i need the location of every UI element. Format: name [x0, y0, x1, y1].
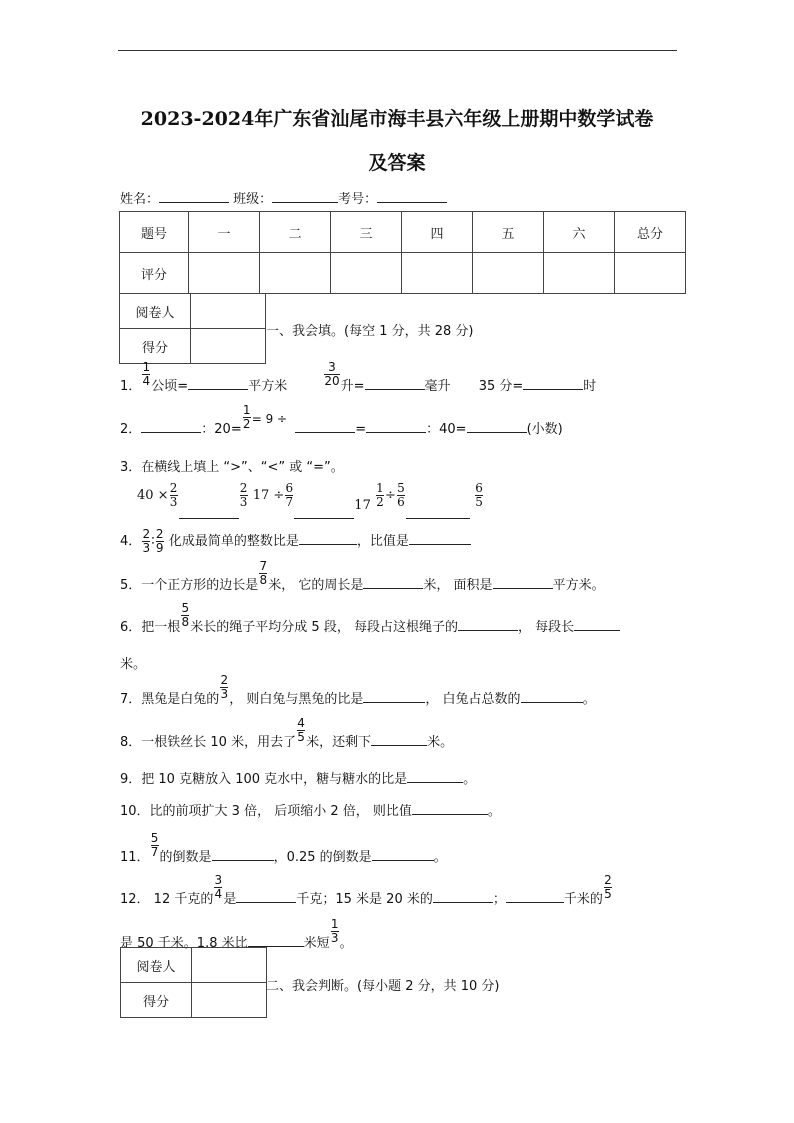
- score-label: 得分: [121, 983, 192, 1018]
- section-2-heading: 二、我会判断。(每小题 2 分，共 10 分): [266, 979, 500, 994]
- question-4: [120, 528, 471, 555]
- fraction: $\frac{1}{4}$: [142, 360, 151, 388]
- reviewer-label: 阅卷人: [121, 948, 192, 983]
- q-number: 1．: [120, 379, 142, 394]
- q-text: 时: [583, 379, 597, 394]
- q-text: ，0.25 的倒数是: [273, 850, 372, 865]
- answer-blank[interactable]: [363, 576, 423, 589]
- question-10: [120, 800, 501, 819]
- name-label: 姓名：: [120, 192, 160, 207]
- q-text: 。: [433, 850, 447, 865]
- q-text: 10．比的前项扩大 3 倍， 后项缩小 2 倍， 则比值: [120, 804, 412, 819]
- score-cell[interactable]: [402, 253, 473, 294]
- q-text: ，比值是: [356, 534, 409, 549]
- answer-blank[interactable]: [236, 890, 296, 903]
- fraction: $\frac{2}{3}$: [169, 481, 178, 509]
- reviewer-cell[interactable]: [191, 294, 266, 329]
- section-1-heading: 一、我会填。(每空 1 分，共 28 分): [266, 324, 474, 339]
- answer-blank[interactable]: [363, 690, 425, 703]
- header-cell: 题号: [120, 212, 189, 253]
- q-text: 米短: [303, 936, 330, 951]
- header-rule: [118, 50, 677, 51]
- fraction: $\frac{5}{7}$: [150, 831, 159, 859]
- answer-blank[interactable]: [295, 420, 355, 433]
- answer-blank[interactable]: [412, 802, 488, 815]
- fraction: $\frac{3}{4}$: [214, 873, 223, 901]
- q-text: 公顷=: [151, 379, 189, 394]
- q-text: ：20=: [201, 422, 242, 437]
- q-text: 升=: [340, 379, 365, 394]
- q-text: ， 则白兔与黑兔的比是: [229, 692, 364, 707]
- header-cell: 五: [473, 212, 544, 253]
- q-text: 米。: [427, 735, 454, 750]
- q-text: 12． 12 千克的: [120, 892, 214, 907]
- answer-blank[interactable]: [371, 733, 427, 746]
- fraction: $\frac{2}{9}$: [155, 527, 164, 555]
- question-2: [120, 403, 563, 443]
- answer-blank[interactable]: [406, 506, 470, 519]
- answer-blank[interactable]: [294, 506, 354, 519]
- question-12: [120, 873, 613, 913]
- ratio-sign: ∶: [151, 534, 155, 549]
- reviewer-cell[interactable]: [192, 948, 267, 983]
- q-text: 的倒数是: [159, 850, 212, 865]
- header-cell: 四: [402, 212, 473, 253]
- q-text: 9．把 10 克糖放入 100 克水中，糖与糖水的比是: [120, 772, 408, 787]
- fraction: $\frac{2}{3}$: [239, 481, 248, 509]
- score-entry-cell[interactable]: [192, 983, 267, 1018]
- question-5: [120, 559, 605, 599]
- q-text: 米长的绳子平均分成 5 段， 每段占这根绳子的: [190, 620, 458, 635]
- answer-blank[interactable]: [458, 618, 518, 631]
- grader-box-1: [119, 293, 266, 364]
- fraction: $\frac{5}{8}$: [181, 601, 190, 629]
- q-text: 千克；15 米是 20 米的: [296, 892, 433, 907]
- score-cell[interactable]: [189, 253, 260, 294]
- q-text: 5．一个正方形的边长是: [120, 578, 259, 593]
- page-title: 2023-2024年广东省汕尾市海丰县六年级上册期中数学试卷: [140, 108, 654, 130]
- score-table-header-row: [120, 212, 686, 253]
- q-text: ， 每段长: [517, 620, 575, 635]
- q-text: 。: [339, 936, 353, 951]
- answer-blank[interactable]: [493, 576, 553, 589]
- question-6-cont: 米。: [120, 657, 147, 672]
- question-3-items: [137, 482, 484, 519]
- question-11: [120, 831, 447, 871]
- class-field[interactable]: [272, 190, 338, 203]
- q-text: 40 ×: [137, 488, 169, 503]
- answer-blank[interactable]: [141, 420, 201, 433]
- exam-no-label: 考号：: [338, 192, 378, 207]
- class-label: 班级：: [233, 192, 273, 207]
- fraction: $\frac{1}{2}$: [376, 481, 384, 509]
- q-text: 化成最简单的整数比是: [168, 534, 299, 549]
- q-text: ；: [492, 892, 506, 907]
- answer-blank[interactable]: [467, 420, 527, 433]
- answer-blank[interactable]: [409, 532, 471, 545]
- score-cell[interactable]: [260, 253, 331, 294]
- score-table-score-row: [120, 253, 686, 294]
- student-info: [120, 188, 447, 207]
- question-8: [120, 716, 454, 756]
- answer-blank[interactable]: [248, 934, 304, 947]
- question-6: [120, 601, 620, 641]
- fraction: $\frac{2}{3}$: [220, 673, 229, 701]
- fraction: $\frac{2}{3}$: [142, 527, 151, 555]
- q-text: 7．黑兔是白兔的: [120, 692, 220, 707]
- question-9: [120, 768, 476, 787]
- score-cell[interactable]: [544, 253, 615, 294]
- score-entry-cell[interactable]: [191, 329, 266, 364]
- score-cell[interactable]: [473, 253, 544, 294]
- grader-box-2: [120, 947, 267, 1018]
- q-text: 千米的: [563, 892, 603, 907]
- q-text: 17 ÷: [252, 488, 285, 503]
- answer-blank[interactable]: [366, 420, 426, 433]
- score-cell[interactable]: [615, 253, 686, 294]
- score-cell[interactable]: [331, 253, 402, 294]
- q-text: 。: [487, 804, 501, 819]
- q-number: 2．: [120, 422, 142, 437]
- score-label: 得分: [120, 329, 191, 364]
- q-text: ：40=: [426, 422, 467, 437]
- page-title-line2: 及答案: [368, 152, 426, 174]
- answer-blank[interactable]: [212, 848, 274, 861]
- q-text: 米， 它的周长是: [268, 578, 364, 593]
- q-text: 11．: [120, 850, 150, 865]
- q-text: 平方米: [248, 379, 288, 394]
- q-text: 米， 面积是: [423, 578, 493, 593]
- q-text: 毫升: [424, 379, 451, 394]
- fraction: $\frac{2}{5}$: [604, 873, 612, 901]
- score-table: [119, 211, 686, 294]
- answer-blank[interactable]: [299, 532, 357, 545]
- q-text: 平方米。: [552, 578, 605, 593]
- q-text: 是 50 千米。1.8 米比: [120, 936, 248, 951]
- answer-blank[interactable]: [188, 377, 248, 390]
- answer-blank[interactable]: [179, 506, 239, 519]
- q-number: 4．: [120, 534, 142, 549]
- q-text: 35 分=: [478, 379, 524, 394]
- fraction: $\frac{3}{20}$: [324, 360, 340, 388]
- q-text: ， 白兔占总数的: [425, 692, 521, 707]
- header-cell: 一: [189, 212, 260, 253]
- fraction: $\frac{1}{3}$: [330, 917, 339, 945]
- answer-blank[interactable]: [574, 618, 620, 631]
- q-text: ÷: [384, 488, 396, 503]
- fraction: $\frac{6}{5}$: [475, 481, 483, 509]
- q-text: 6．把一根: [120, 620, 181, 635]
- answer-blank[interactable]: [433, 890, 493, 903]
- q-text: 。: [463, 772, 477, 787]
- fraction: $\frac{1}{2}$: [242, 403, 251, 431]
- header-cell: 总分: [615, 212, 686, 253]
- question-1: [120, 360, 597, 400]
- row-label: 评分: [120, 253, 189, 294]
- question-3: 3．在横线上填上 “>”、“<” 或 “=”。: [120, 460, 344, 475]
- q-text: 。: [582, 692, 596, 707]
- answer-blank[interactable]: [407, 770, 463, 783]
- fraction: $\frac{7}{8}$: [259, 559, 268, 587]
- q-text: (小数): [526, 422, 563, 437]
- q-text: = 9 ÷: [251, 412, 288, 426]
- q-text: 是: [223, 892, 237, 907]
- fraction: $\frac{5}{6}$: [397, 481, 405, 509]
- answer-blank[interactable]: [523, 377, 583, 390]
- answer-blank[interactable]: [521, 690, 583, 703]
- header-cell: 三: [331, 212, 402, 253]
- fraction: $\frac{4}{5}$: [297, 716, 305, 744]
- exam-no-field[interactable]: [377, 190, 447, 203]
- fraction: $\frac{6}{7}$: [285, 481, 294, 509]
- q-text: =: [355, 422, 367, 437]
- answer-blank[interactable]: [372, 848, 434, 861]
- header-cell: 二: [260, 212, 331, 253]
- name-field[interactable]: [159, 190, 229, 203]
- q-text: 17: [354, 498, 371, 513]
- question-7: [120, 673, 596, 713]
- header-cell: 六: [544, 212, 615, 253]
- q-text: 米，还剩下: [306, 735, 372, 750]
- q-text: 8．一根铁丝长 10 米，用去了: [120, 735, 297, 750]
- reviewer-label: 阅卷人: [120, 294, 191, 329]
- answer-blank[interactable]: [365, 377, 425, 390]
- answer-blank[interactable]: [506, 890, 564, 903]
